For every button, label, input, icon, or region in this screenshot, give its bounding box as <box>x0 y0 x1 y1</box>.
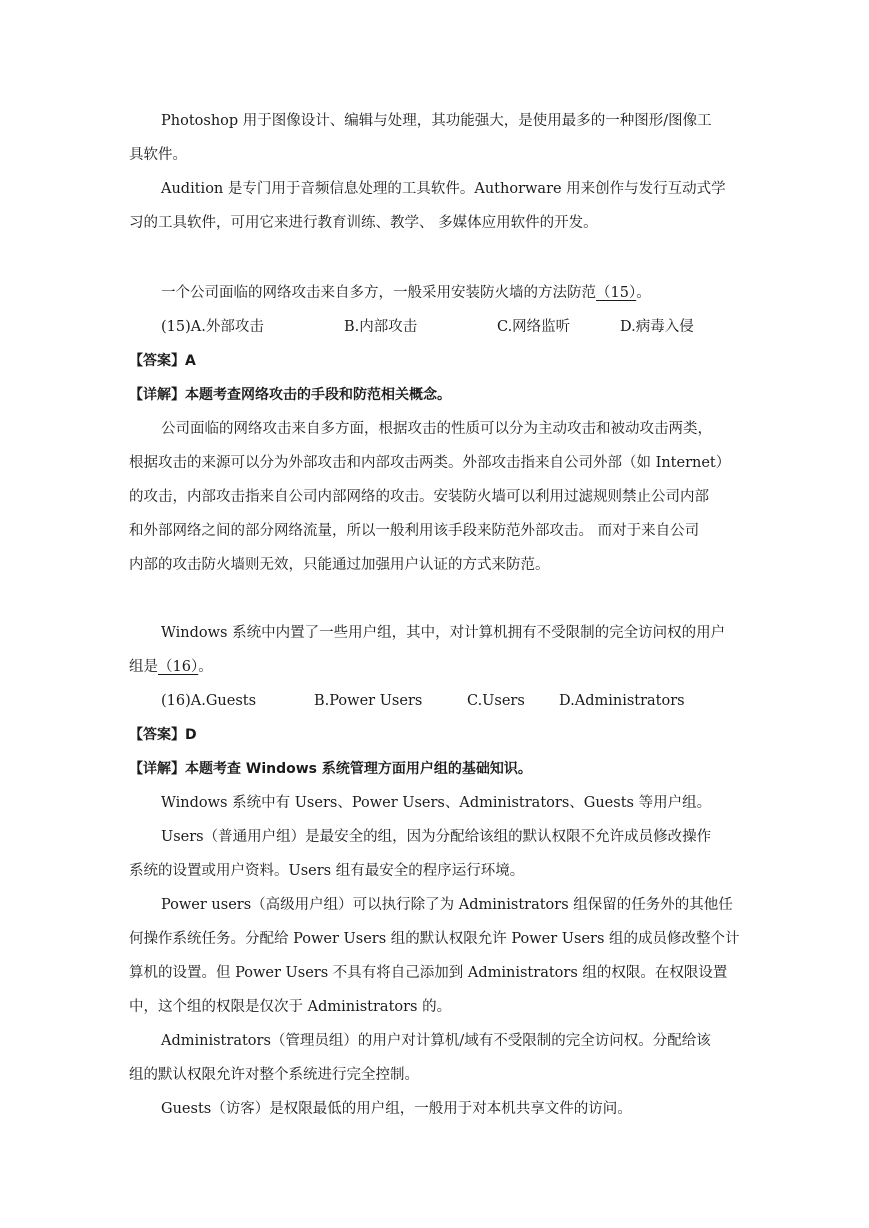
stem-text: 组是 <box>129 659 158 675</box>
detail-line: Users（普通用户组）是最安全的组，因为分配给该组的默认权限不允许成员修改操作 <box>161 829 712 845</box>
paragraph-line: 具软件。 <box>129 147 187 163</box>
question-16-stem-cont <box>129 657 213 677</box>
detail-line: Windows 系统中有 Users、Power Users、Administrators、Guests 等用户组。 <box>161 795 712 811</box>
answer-label: 【答案】D <box>129 727 197 743</box>
answer-blank: （15） <box>596 285 637 301</box>
paragraph-line: Audition 是专门用于音频信息处理的工具软件。Authorware 用来创作与发行互动式学 <box>161 181 726 197</box>
option-c: C.Users <box>467 693 525 709</box>
option-c: C.网络监听 <box>497 319 571 335</box>
detail-line: 内部的攻击防火墙则无效，只能通过加强用户认证的方式来防范。 <box>129 557 550 573</box>
question-15-stem <box>161 283 651 303</box>
detail-line: 组的默认权限允许对整个系统进行完全控制。 <box>129 1067 419 1083</box>
paragraph-line: Photoshop 用于图像设计、编辑与处理，其功能强大，是使用最多的一种图形/图像工 <box>161 113 712 129</box>
stem-end: 。 <box>636 285 651 301</box>
detail-title: 【详解】本题考查网络攻击的手段和防范相关概念。 <box>129 387 451 403</box>
paragraph-line: 习的工具软件，可用它来进行教育训练、教学、 多媒体应用软件的开发。 <box>129 215 598 231</box>
detail-line: 公司面临的网络攻击来自多方面，根据攻击的性质可以分为主动攻击和被动攻击两类， <box>161 421 712 437</box>
option-d: D.Administrators <box>559 693 685 709</box>
question-16-stem: Windows 系统中内置了一些用户组，其中，对计算机拥有不受限制的完全访问权的用户 <box>161 625 726 641</box>
detail-line: Guests（访客）是权限最低的用户组，一般用于对本机共享文件的访问。 <box>161 1101 632 1117</box>
detail-line: Administrators（管理员组）的用户对计算机/域有不受限制的完全访问权。分配给该 <box>161 1033 711 1049</box>
stem-text: 一个公司面临的网络攻击来自多方，一般采用安装防火墙的方法防范 <box>161 285 596 301</box>
detail-line: 根据攻击的来源可以分为外部攻击和内部攻击两类。外部攻击指来自公司外部（如 Internet） <box>129 455 731 471</box>
option-b: B.内部攻击 <box>344 319 418 335</box>
stem-end: 。 <box>198 659 213 675</box>
option-b: B.Power Users <box>314 693 423 709</box>
answer-blank: （16） <box>158 659 199 675</box>
option-a: (16)A.Guests <box>161 693 257 709</box>
option-d: D.病毒入侵 <box>620 319 694 335</box>
detail-line: 何操作系统任务。分配给 Power Users 组的默认权限允许 Power Users 组的成员修改整个计 <box>129 931 740 947</box>
detail-line: Power users（高级用户组）可以执行除了为 Administrators 组保留的任务外的其他任 <box>161 897 733 913</box>
detail-line: 中，这个组的权限是仅次于 Administrators 的。 <box>129 999 452 1015</box>
detail-line: 算机的设置。但 Power Users 不具有将自己添加到 Administrators 组的权限。在权限设置 <box>129 965 728 981</box>
detail-line: 和外部网络之间的部分网络流量，所以一般利用该手段来防范外部攻击。 而对于来自公司 <box>129 523 700 539</box>
detail-title: 【详解】本题考查 Windows 系统管理方面用户组的基础知识。 <box>129 761 532 777</box>
answer-label: 【答案】A <box>129 353 196 369</box>
option-a: (15)A.外部攻击 <box>161 319 264 335</box>
detail-line: 的攻击，内部攻击指来自公司内部网络的攻击。安装防火墙可以利用过滤规则禁止公司内部 <box>129 489 709 505</box>
detail-line: 系统的设置或用户资料。Users 组有最安全的程序运行环境。 <box>129 863 525 879</box>
